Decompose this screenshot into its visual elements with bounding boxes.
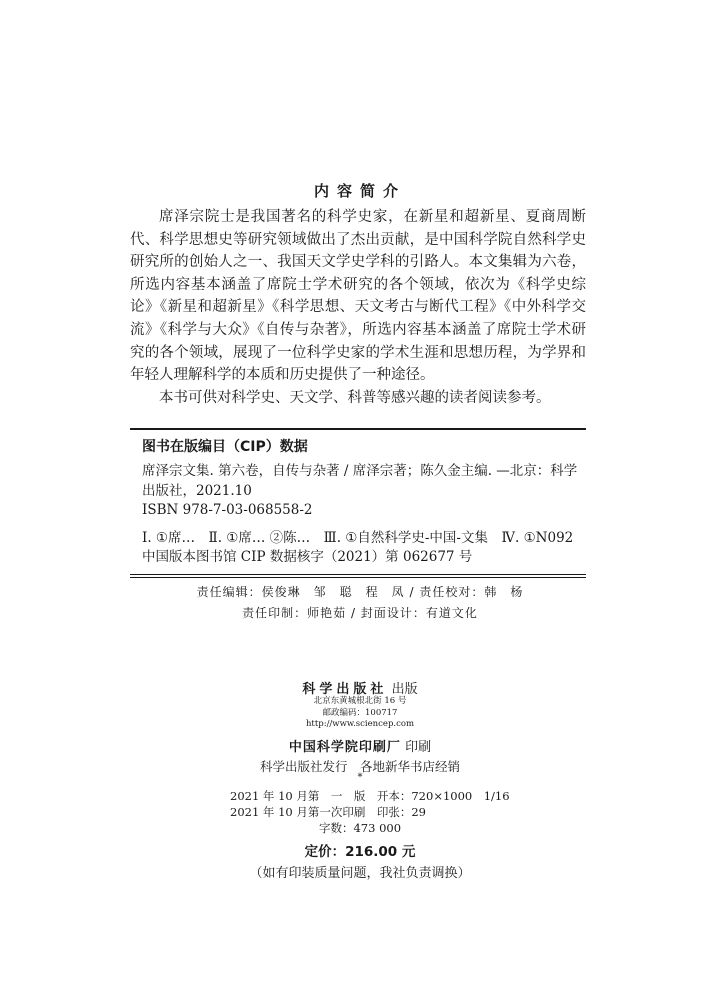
- summary-section: [130, 206, 586, 409]
- printing-line: 2021 年 10 月第一次印刷 印张：29: [230, 805, 426, 819]
- summary-paragraph: 席泽宗院士是我国著名的科学史家，在新星和超新星、夏商周断代、科学思想史等研究领域做出了杰出贡献，是中国科学院自然科学史研究所的创始人之一、我国天文学史学科的引路人。本文集辑为六卷，所选内容基本涵盖了席院士学术研究的各个领域，依次为《科学史综论》《新星和超新星》《科学思想、天文考古与断代工程》《中外科学交流》《科学与大众》《自传与杂著》，所选内容基本涵盖了席院士学术研究的各个领域，展现了一位科学史家的学术生涯和思想历程，为学界和年轻人理解科学的本质和历史提供了一种途径。: [130, 209, 586, 384]
- isbn: ISBN 978-7-03-068558-2: [142, 502, 313, 518]
- cip-record: [142, 462, 582, 568]
- cip-core-number: 中国版本图书馆 CIP 数据核字（2021）第 062677 号: [142, 549, 473, 565]
- word-count: 字数：473 000: [318, 821, 402, 835]
- distribution-line: 科学出版社发行 各地新华书店经销: [259, 759, 460, 774]
- publisher-suffix: 出版: [391, 682, 418, 697]
- publisher-name: 科学出版社: [302, 682, 388, 697]
- cip-classification: Ⅰ. ①席… Ⅱ. ①席… ②陈… Ⅲ. ①自然科学史-中国-文集 Ⅳ. ①N092: [142, 529, 574, 546]
- publisher-postcode: 邮政编码：100717: [322, 707, 398, 718]
- cip-top-rule: [130, 428, 586, 430]
- publisher-website: http://www.sciencep.com: [305, 719, 415, 729]
- summary-paragraph: 本书可供对科学史、天文学、科普等感兴趣的读者阅读参考。: [159, 389, 551, 406]
- summary-title: 内容简介: [313, 182, 406, 200]
- quality-notice: （如有印装质量问题，我社负责调换）: [249, 866, 471, 881]
- edition-line: 2021 年 10 月第 一 版 开本：720×1000 1/16: [230, 789, 510, 803]
- credits-editors: 责任编辑：侯俊琳 邹 聪 程 凤 / 责任校对：韩 杨: [196, 585, 524, 599]
- printer-name: 中国科学院印刷厂: [288, 740, 401, 755]
- credits-production: 责任印制：师艳茹 / 封面设计：有道文化: [242, 606, 478, 620]
- cip-record-line: 席泽宗文集. 第六卷，自传与杂著 / 席泽宗著；陈久金主编. —北京：科学出版社，2021.10: [142, 463, 578, 499]
- cip-bottom-rule-double: [130, 577, 586, 578]
- price: 定价：216.00 元: [304, 844, 416, 860]
- cip-bottom-rule: [130, 574, 586, 575]
- publisher-line: [0, 678, 720, 697]
- printer-suffix: 印刷: [405, 740, 432, 755]
- printer-line: [0, 736, 720, 755]
- cip-heading: 图书在版编目（CIP）数据: [142, 439, 308, 455]
- publisher-address: 北京东黄城根北街 16 号: [313, 696, 407, 706]
- separator-asterisk: *: [357, 772, 363, 783]
- publisher-contact: [0, 696, 720, 731]
